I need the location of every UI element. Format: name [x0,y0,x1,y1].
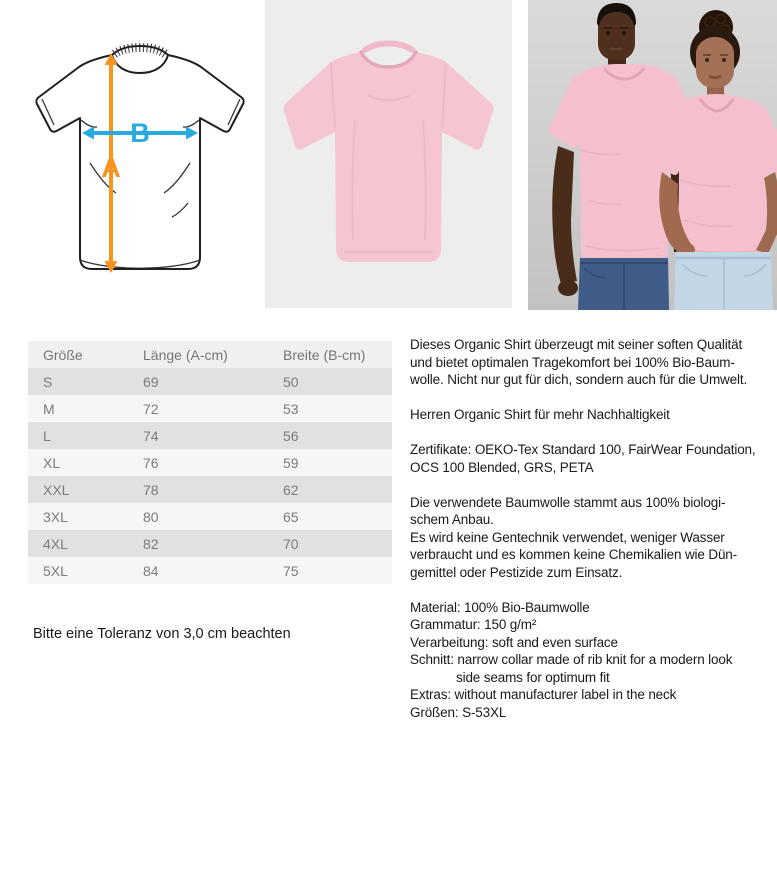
length-value: 80 [143,508,159,525]
description-line: Größen: S-53XL [410,704,507,720]
length-value: 76 [143,454,159,471]
models-photo [528,0,777,310]
description-line: und bietet optimalen Tragekomfort bei 100% Bio-Baum- [410,354,735,370]
size-table-row [28,476,392,503]
size-label: M [43,400,55,417]
tshirt-outline [36,55,243,269]
width-value: 59 [283,454,299,471]
description-line: Verarbeitung: soft and even surface [410,634,618,650]
size-table-row [28,368,392,395]
description-line: schem Anbau. [410,512,494,527]
length-value: 78 [143,481,159,498]
tolerance-note: Bitte eine Toleranz von 3,0 cm beachten [33,626,291,642]
size-table [28,341,392,584]
length-value: 74 [143,427,159,444]
product-photo-models [528,0,777,310]
col-header-width: Breite (B-cm) [283,346,366,363]
size-table-row [28,422,392,449]
size-label: 5XL [43,562,68,579]
size-table-header [28,341,392,368]
description-line [410,389,777,407]
product-photo-front [265,0,512,308]
size-table-row [28,395,392,422]
length-value: 82 [143,535,159,552]
description-line: verbraucht und es kommen keine Chemikalien wie Dün- [410,547,738,562]
size-label: L [43,427,51,444]
length-value: 72 [143,400,159,417]
size-label: XL [43,454,61,471]
size-table-body [28,368,392,584]
size-label: S [43,373,53,390]
product-description [410,336,777,721]
female-head [696,36,734,88]
width-value: 65 [283,508,299,525]
description-line: side seams for optimum fit [456,669,610,685]
size-label: 4XL [43,535,68,552]
size-table-row [28,503,392,530]
description-line: Dieses Organic Shirt überzeugt mit seiner soften Qualität [410,337,743,352]
description-line [410,581,777,599]
tshirt-measurement-diagram [28,35,254,283]
size-label: XXL [43,481,70,498]
description-line [410,476,777,494]
measure-b-label: B [130,118,150,148]
size-table-row [28,530,392,557]
description-line: gemittel oder Pestizide zum Einsatz. [410,564,623,580]
description-line: Material: 100% Bio-Baumwolle [410,599,590,615]
size-diagram-image [28,35,254,283]
size-table-row [28,449,392,476]
size-label: 3XL [43,508,68,525]
width-value: 62 [283,481,299,498]
col-header-length: Länge (A-cm) [143,346,228,363]
width-value: 50 [283,373,299,390]
col-header-size: Größe [43,346,83,363]
width-value: 70 [283,535,299,552]
description-line: Zertifikate: OEKO-Tex Standard 100, FairWear Foundation, [410,442,756,457]
description-line: Grammatur: 150 g/m² [410,617,537,632]
description-line: Die verwendete Baumwolle stammt aus 100% biologi- [410,494,726,510]
description-line: wolle. Nicht nur gut für dich, sondern auch für die Umwelt. [410,372,748,387]
width-value: 56 [283,427,299,444]
description-line: Es wird keine Gentechnik verwendet, weniger Wasser [410,529,725,545]
description-line: OCS 100 Blended, GRS, PETA [410,459,594,475]
length-value: 69 [143,373,159,390]
size-table-row [28,557,392,584]
flat-shirt-photo [265,0,512,308]
width-value: 53 [283,400,299,417]
description-line [410,424,777,442]
description-line: Extras: without manufacturer label in the neck [410,687,677,702]
measure-a-label: A [101,153,121,183]
length-value: 84 [143,562,159,579]
description-line: Schnitt: narrow collar made of rib knit for a modern look [410,652,733,667]
width-value: 75 [283,562,299,579]
male-left-hand [558,280,578,296]
description-line: Herren Organic Shirt für mehr Nachhaltigkeit [410,407,670,422]
